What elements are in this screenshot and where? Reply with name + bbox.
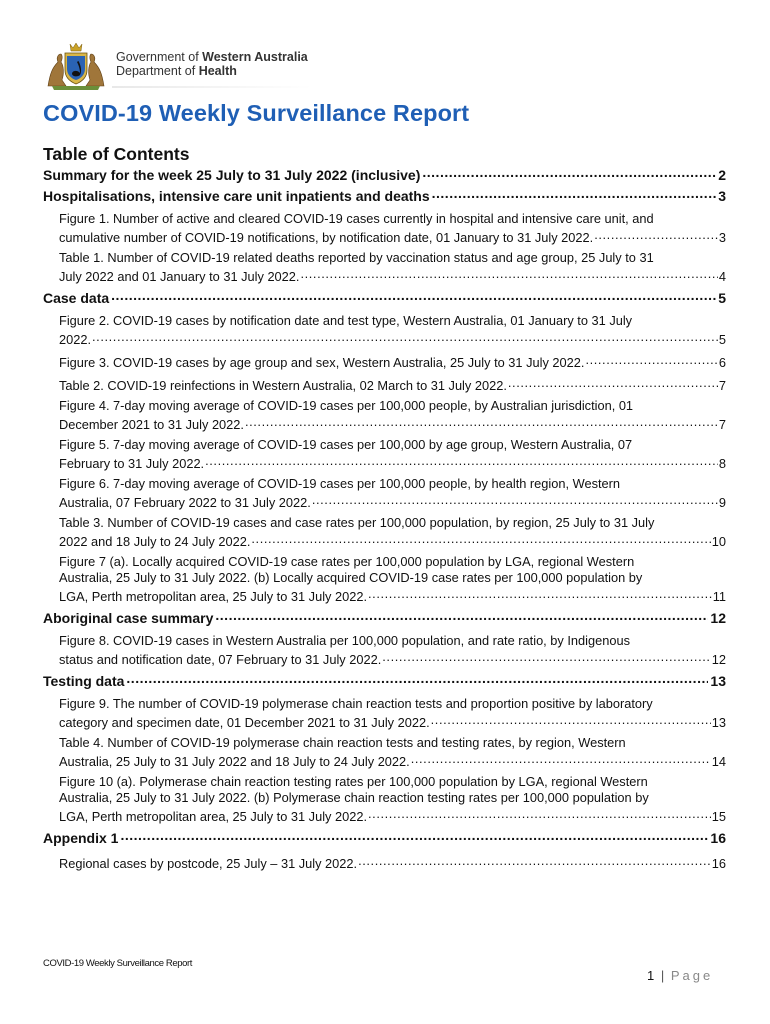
toc-subentry-last-line [59, 712, 726, 731]
toc-page-number: 12 [711, 652, 726, 667]
footer-report-name: COVID-19 Weekly Surveillance Report [43, 958, 192, 969]
toc-leader-dots [92, 329, 718, 345]
toc-leader-dots [251, 531, 710, 547]
toc-section-entry[interactable] [43, 828, 726, 849]
footer-page-indicator [647, 968, 713, 983]
toc-entry-label: Appendix 1 [43, 830, 119, 846]
table-of-contents [43, 165, 726, 872]
toc-subentry-label: cumulative number of COVID-19 notifications, by notification date, 01 January to 31 July 2022. [59, 230, 594, 245]
toc-subentry-label: February to 31 July 2022. [59, 456, 205, 471]
toc-leader-dots [422, 162, 716, 183]
toc-subentry-label: 2022 and 18 July to 24 July 2022. [59, 534, 251, 549]
toc-subentry-label: category and specimen date, 01 December 2021 to 31 July 2022. [59, 715, 430, 730]
toc-subentry-line: Figure 5. 7-day moving average of COVID-19 cases per 100,000 by age group, Western Australia, 07 [59, 437, 633, 452]
toc-subentry-label: status and notification date, 07 February to 31 July 2022. [59, 652, 382, 667]
toc-subentry[interactable] [43, 352, 726, 371]
toc-subentry-line: Table 4. Number of COVID-19 polymerase chain reaction tests and testing rates, by region, Western [59, 735, 626, 750]
toc-subentry-line: Table 1. Number of COVID-19 related deaths reported by vaccination status and age group, 25 July to 31 [59, 250, 654, 265]
toc-leader-dots [594, 227, 718, 243]
toc-page-number: 11 [712, 589, 726, 604]
toc-subentry[interactable] [43, 735, 726, 770]
toc-subentry-line: Figure 1. Number of active and cleared COVID-19 cases currently in hospital and intensive care unit, and [59, 211, 654, 226]
wa-coat-of-arms-logo [42, 40, 110, 92]
toc-subentry-label: Regional cases by postcode, 25 July – 31 July 2022. [59, 856, 358, 871]
toc-subentry[interactable] [43, 211, 726, 246]
logo-divider [112, 86, 312, 88]
toc-entry-label: Summary for the week 25 July to 31 July 2022 (inclusive) [43, 167, 421, 183]
toc-entry-label: Testing data [43, 673, 125, 689]
toc-subentry-last-line [59, 352, 726, 371]
toc-leader-dots [382, 649, 711, 665]
toc-entry-label: Aboriginal case summary [43, 610, 214, 626]
toc-subentry[interactable] [43, 250, 726, 285]
toc-subentry-last-line [59, 751, 726, 770]
toc-page-number: 5 [718, 290, 726, 306]
toc-page-number: 13 [711, 715, 726, 730]
toc-subentry[interactable] [43, 696, 726, 731]
toc-entry-label: Hospitalisations, intensive care unit inpatients and deaths [43, 188, 430, 204]
toc-leader-dots [205, 453, 718, 469]
toc-subentry-last-line [59, 329, 726, 348]
toc-leader-dots [358, 853, 711, 869]
toc-subentry-line: Figure 10 (a). Polymerase chain reaction testing rates per 100,000 population by LGA, regional Western [59, 774, 648, 789]
toc-subentry-line: Figure 9. The number of COVID-19 polymerase chain reaction tests and proportion positive by laboratory [59, 696, 653, 711]
toc-subentry-label: Table 2. COVID-19 reinfections in Western Australia, 02 March to 31 July 2022. [59, 378, 507, 393]
department-bold: Health [198, 64, 237, 78]
org-name-prefix: Government of [116, 50, 203, 64]
toc-subentry-label: LGA, Perth metropolitan area, 25 July to 31 July 2022. [59, 589, 368, 604]
toc-leader-dots [411, 751, 711, 767]
toc-page-number: 9 [718, 495, 726, 510]
toc-page-number: 7 [718, 417, 726, 432]
toc-subentry[interactable] [43, 515, 726, 550]
toc-page-number: 4 [718, 269, 726, 284]
toc-leader-dots [215, 605, 708, 626]
toc-page-number: 5 [718, 332, 726, 347]
toc-leader-dots [245, 414, 718, 430]
toc-leader-dots [126, 668, 708, 689]
toc-page-number: 6 [718, 355, 726, 370]
toc-subentry-last-line [59, 586, 726, 605]
department-prefix: Department of [116, 64, 199, 78]
toc-leader-dots [508, 375, 718, 391]
toc-subentry-last-line [59, 492, 726, 511]
toc-subentry-label: Australia, 07 February 2022 to 31 July 2022. [59, 495, 311, 510]
toc-page-number: 2 [718, 167, 726, 183]
toc-subentry[interactable] [43, 554, 726, 605]
report-title: COVID-19 Weekly Surveillance Report [43, 100, 470, 126]
toc-subentry-last-line [59, 649, 726, 668]
toc-subentry-line: Figure 4. 7-day moving average of COVID-19 cases per 100,000 people, by Australian jurisdiction, 01 [59, 398, 634, 413]
toc-subentry[interactable] [43, 313, 726, 348]
toc-page-number: 14 [711, 754, 726, 769]
toc-subentry-line: Figure 2. COVID-19 cases by notification date and test type, Western Australia, 01 January to 31 July [59, 313, 633, 328]
toc-section-entry[interactable] [43, 186, 726, 207]
toc-heading: Table of Contents [43, 144, 190, 164]
toc-page-number: 15 [711, 809, 726, 824]
toc-subentry-last-line [59, 227, 726, 246]
toc-subentry-last-line [59, 266, 726, 285]
toc-subentry[interactable] [43, 774, 726, 825]
toc-subentry-last-line [59, 453, 726, 472]
toc-subentry-label: LGA, Perth metropolitan area, 25 July to 31 July 2022. [59, 809, 368, 824]
toc-subentry-label: Figure 3. COVID-19 cases by age group and sex, Western Australia, 25 July to 31 July 2022. [59, 355, 585, 370]
org-name-bold: Western Australia [202, 50, 308, 64]
toc-subentry[interactable] [43, 633, 726, 668]
toc-subentry-last-line [59, 375, 726, 394]
toc-leader-dots [368, 806, 711, 822]
toc-subentry-line: Australia, 25 July to 31 July 2022. (b) Polymerase chain reaction testing rates per 100,000 population by [59, 790, 649, 805]
toc-subentry-line: Figure 6. 7-day moving average of COVID-19 cases per 100,000 people, by health region, Western [59, 476, 621, 491]
toc-page-number: 8 [718, 456, 726, 471]
toc-page-number: 3 [718, 188, 726, 204]
toc-section-entry[interactable] [43, 288, 726, 309]
toc-page-number: 13 [710, 673, 726, 689]
toc-subentry-last-line [59, 414, 726, 433]
toc-leader-dots [431, 712, 711, 728]
toc-section-entry[interactable] [43, 671, 726, 692]
toc-leader-dots [111, 285, 716, 306]
toc-subentry[interactable] [43, 375, 726, 394]
toc-leader-dots [120, 825, 708, 846]
toc-section-entry[interactable] [43, 608, 726, 629]
organisation-name [116, 50, 308, 78]
toc-subentry[interactable] [43, 437, 726, 472]
footer-page-word: Page [670, 968, 714, 983]
toc-subentry[interactable] [43, 398, 726, 433]
toc-subentry-last-line [59, 806, 726, 825]
toc-subentry-label: July 2022 and 01 January to 31 July 2022. [59, 269, 300, 284]
toc-subentry-line: Figure 8. COVID-19 cases in Western Australia per 100,000 population, and rate ratio, by Indigenous [59, 633, 630, 648]
toc-subentry-last-line [59, 853, 726, 872]
toc-page-number: 7 [718, 378, 726, 393]
toc-entry-label: Case data [43, 290, 110, 306]
toc-page-number: 16 [711, 856, 726, 871]
toc-page-number: 12 [710, 610, 726, 626]
toc-leader-dots [368, 586, 712, 602]
toc-subentry-line: Australia, 25 July to 31 July 2022. (b) Locally acquired COVID-19 case rates per 100,000 population by [59, 570, 643, 585]
toc-subentry-label: December 2021 to 31 July 2022. [59, 417, 244, 432]
toc-page-number: 10 [711, 534, 726, 549]
toc-subentry-label: Australia, 25 July to 31 July 2022 and 18 July to 24 July 2022. [59, 754, 410, 769]
footer-page-number: 1 [647, 968, 656, 983]
toc-subentry[interactable] [43, 853, 726, 872]
toc-subentry-label: 2022. [59, 332, 92, 347]
toc-leader-dots [300, 266, 717, 282]
toc-subentry-line: Table 3. Number of COVID-19 cases and case rates per 100,000 population, by region, 25 July to 31 July [59, 515, 655, 530]
toc-subentry[interactable] [43, 476, 726, 511]
toc-leader-dots [585, 352, 717, 368]
footer-separator: | [655, 968, 671, 983]
toc-page-number: 16 [710, 830, 726, 846]
toc-subentry-last-line [59, 531, 726, 550]
toc-leader-dots [312, 492, 718, 508]
toc-subentry-line: Figure 7 (a). Locally acquired COVID-19 case rates per 100,000 population by LGA, regional Western [59, 554, 635, 569]
toc-leader-dots [432, 183, 717, 204]
toc-page-number: 3 [718, 230, 726, 245]
